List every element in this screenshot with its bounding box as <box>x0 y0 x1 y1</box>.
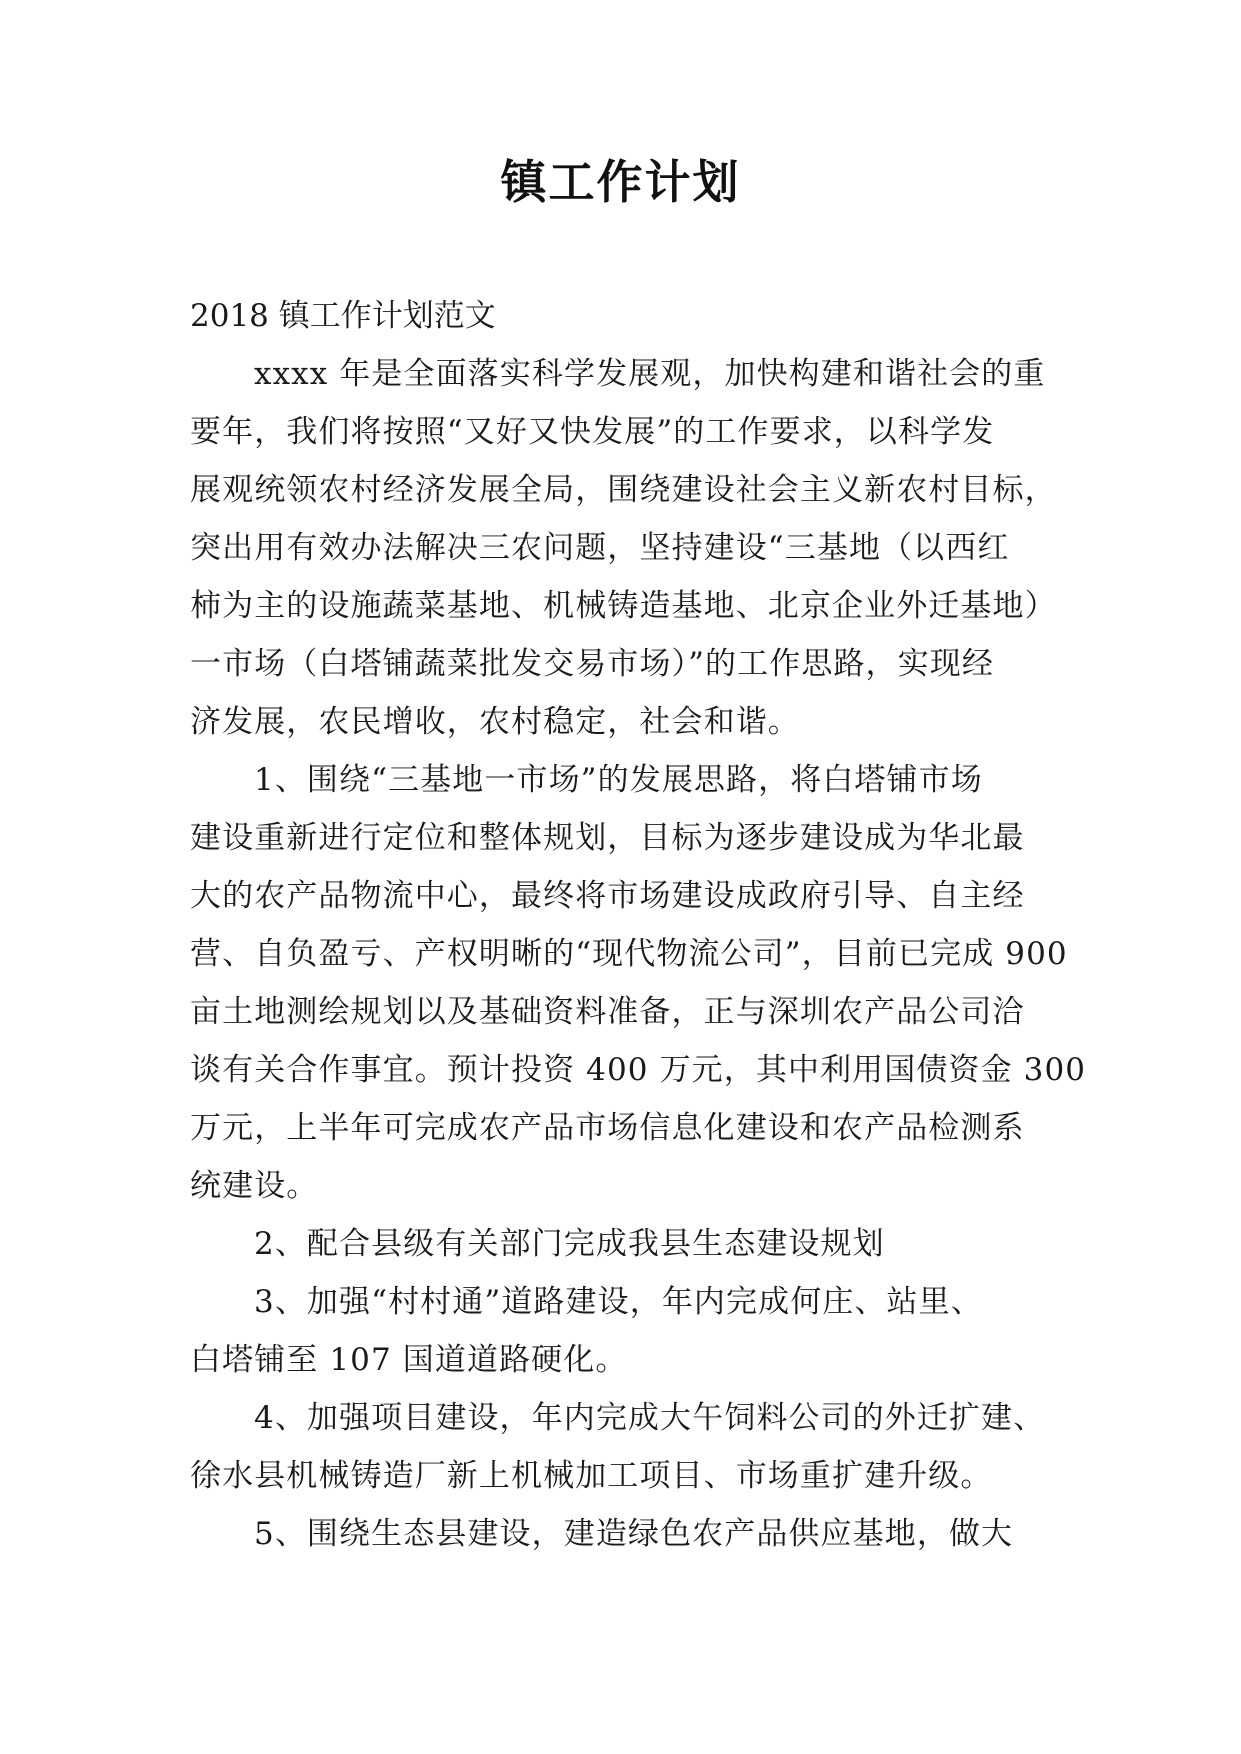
paragraph-line: 2、配合县级有关部门完成我县生态建设规划 <box>254 1226 885 1262</box>
paragraph-item-1 <box>190 751 1087 1215</box>
paragraph-line: 要年，我们将按照“又好又快发展”的工作要求，以科学发 <box>190 414 995 450</box>
paragraph-line: 1、围绕“三基地一市场”的发展思路，将白塔铺市场 <box>254 762 983 798</box>
paragraph-item-5 <box>190 1505 1050 1563</box>
paragraph-line: 大的农产品物流中心，最终将市场建设成政府引导、自主经 <box>190 878 1025 914</box>
document-subtitle: 2018 镇工作计划范文 <box>190 298 496 334</box>
paragraph-line: 展观统领农村经济发展全局，围绕建设社会主义新农村目标， <box>190 472 1057 508</box>
paragraph-line: 万元，上半年可完成农产品市场信息化建设和农产品检测系 <box>190 1110 1025 1146</box>
paragraph-line: xxxx 年是全面落实科学发展观，加快构建和谐社会的重 <box>254 356 1046 392</box>
paragraph-line: 建设重新进行定位和整体规划，目标为逐步建设成为华北最 <box>190 820 1025 856</box>
paragraph-line: 济发展，农民增收，农村稳定，社会和谐。 <box>190 704 800 740</box>
paragraph-line: 柿为主的设施蔬菜基地、机械铸造基地、北京企业外迁基地） <box>190 588 1057 624</box>
paragraph-line: 统建设。 <box>190 1168 319 1204</box>
paragraph-line: 突出用有效办法解决三农问题，坚持建设“三基地（以西红 <box>190 530 1010 566</box>
document-title: 镇工作计划 <box>500 155 741 209</box>
paragraph-line: 4、加强项目建设，年内完成大午饲料公司的外迁扩建、 <box>254 1400 1046 1436</box>
paragraph-line: 白塔铺至 107 国道道路硬化。 <box>190 1342 628 1378</box>
paragraph-line: 亩土地测绘规划以及基础资料准备，正与深圳农产品公司洽 <box>190 994 1025 1030</box>
document-body <box>190 287 1087 1563</box>
paragraph-line: 营、自负盈亏、产权明晰的“现代物流公司”，目前已完成 900 <box>190 936 1068 972</box>
paragraph-line: 徐水县机械铸造厂新上机械加工项目、市场重扩建升级。 <box>190 1458 993 1494</box>
paragraph-item-2 <box>190 1215 1050 1273</box>
paragraph-line: 5、围绕生态县建设，建造绿色农产品供应基地，做大 <box>254 1516 1014 1552</box>
paragraph-intro <box>190 345 1057 751</box>
paragraph-line: 一市场（白塔铺蔬菜批发交易市场）”的工作思路，实现经 <box>190 646 994 682</box>
paragraph-item-4 <box>190 1389 1050 1505</box>
paragraph-item-3 <box>190 1273 1050 1389</box>
paragraph-line: 谈有关合作事宜。预计投资 400 万元，其中利用国债资金 300 <box>190 1052 1087 1088</box>
paragraph-line: 3、加强“村村通”道路建设，年内完成何庄、站里、 <box>254 1284 983 1320</box>
